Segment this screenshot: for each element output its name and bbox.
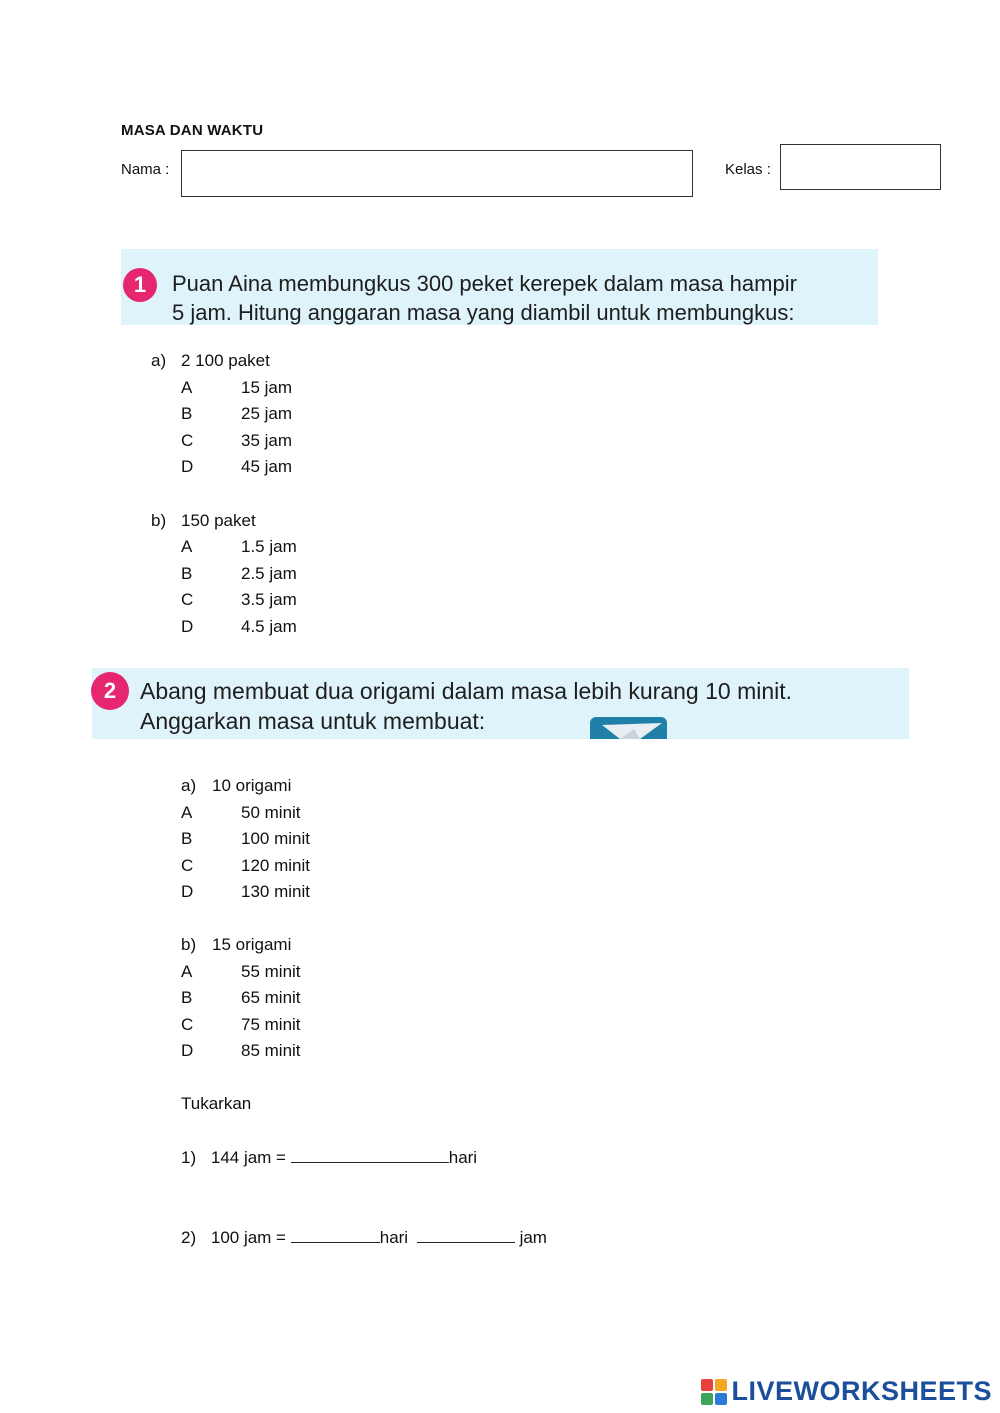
worksheet-title: MASA DAN WAKTU: [121, 122, 264, 139]
question-2-line-1: Abang membuat dua origami dalam masa lebih kurang 10 minit.: [140, 678, 793, 704]
option-letter: B: [181, 829, 193, 848]
q1b-option-d[interactable]: [181, 617, 297, 637]
option-text: 55 minit: [241, 962, 301, 981]
option-text: 50 minit: [241, 803, 301, 822]
kelas-input[interactable]: [780, 144, 941, 190]
logo-square: [715, 1379, 727, 1391]
kelas-label: Kelas :: [725, 161, 771, 178]
q1a-option-d[interactable]: [181, 457, 293, 477]
q2a-option-b[interactable]: [181, 829, 310, 849]
nama-input[interactable]: [181, 150, 693, 197]
item-prefix: 100 jam =: [210, 1228, 286, 1247]
paper-plane-icon: [590, 717, 667, 739]
question-1-badge: 1: [123, 268, 157, 302]
q1a-option-a[interactable]: [181, 378, 293, 398]
q1b-option-b[interactable]: [181, 564, 297, 584]
q2-part-b-label: b): [181, 935, 197, 954]
convert-item-1: [181, 1148, 477, 1168]
nama-label: Nama :: [121, 161, 170, 178]
question-1-line-1: Puan Aina membungkus 300 peket kerepek dalam masa hampir: [172, 271, 797, 296]
q2a-option-a[interactable]: [181, 803, 301, 823]
option-text: 2.5 jam: [241, 564, 297, 583]
logo-square: [701, 1379, 713, 1391]
option-text: 65 minit: [241, 988, 301, 1007]
option-letter: A: [181, 378, 193, 397]
q2b-option-d[interactable]: [181, 1041, 301, 1061]
question-2-line-2: Anggarkan masa untuk membuat:: [140, 708, 486, 734]
question-1-line-2: 5 jam. Hitung anggaran masa yang diambil untuk membungkus:: [172, 300, 795, 325]
q2b-option-a[interactable]: [181, 962, 301, 982]
option-text: 4.5 jam: [241, 617, 297, 636]
origami-picture: [590, 717, 667, 739]
q1-part-a-label: a): [151, 351, 167, 370]
option-letter: D: [181, 882, 194, 901]
q1b-option-a[interactable]: [181, 537, 297, 557]
q1a-option-b[interactable]: [181, 404, 293, 424]
option-text: 45 jam: [241, 457, 293, 476]
unit-hari: hari: [379, 1228, 409, 1247]
option-text: 15 jam: [241, 378, 293, 397]
option-letter: C: [181, 1015, 194, 1034]
q2b-option-c[interactable]: [181, 1015, 301, 1035]
convert-item-2: [181, 1228, 547, 1248]
logo-text: LIVEWORKSHEETS: [731, 1376, 992, 1406]
option-text: 25 jam: [241, 404, 293, 423]
option-text: 75 minit: [241, 1015, 301, 1034]
logo-square: [701, 1393, 713, 1405]
option-text: 130 minit: [241, 882, 310, 901]
option-text: 100 minit: [241, 829, 310, 848]
option-letter: A: [181, 537, 193, 556]
option-letter: A: [181, 962, 193, 981]
convert-heading: Tukarkan: [181, 1094, 252, 1113]
question-2-badge: 2: [91, 672, 129, 710]
q2-part-b-text: 15 origami: [212, 935, 292, 954]
option-letter: D: [181, 457, 194, 476]
unit-hari: hari: [448, 1148, 478, 1167]
option-letter: A: [181, 803, 193, 822]
answer-blank-hari[interactable]: [291, 1228, 380, 1243]
item-prefix: 144 jam =: [210, 1148, 286, 1167]
option-letter: D: [181, 617, 194, 636]
q2b-option-b[interactable]: [181, 988, 301, 1008]
logo-square: [715, 1393, 727, 1405]
option-text: 35 jam: [241, 431, 293, 450]
q1-part-b-label: b): [151, 511, 167, 530]
q1b-option-c[interactable]: [181, 590, 297, 610]
q1-part-b-text: 150 paket: [181, 511, 256, 530]
logo-grid-icon: [701, 1379, 727, 1405]
option-text: 3.5 jam: [241, 590, 297, 609]
unit-jam: jam: [519, 1228, 547, 1247]
option-text: 1.5 jam: [241, 537, 297, 556]
item-number: 2): [181, 1228, 197, 1247]
option-letter: B: [181, 988, 193, 1007]
q2-part-a-label: a): [181, 776, 197, 795]
item-number: 1): [181, 1148, 197, 1167]
option-letter: D: [181, 1041, 194, 1060]
q2a-option-c[interactable]: [181, 856, 310, 876]
option-text: 85 minit: [241, 1041, 301, 1060]
option-letter: C: [181, 590, 194, 609]
liveworksheets-logo[interactable]: [701, 1376, 992, 1407]
q2a-option-d[interactable]: [181, 882, 310, 902]
q2-part-a-text: 10 origami: [212, 776, 292, 795]
option-letter: B: [181, 564, 193, 583]
q1-part-a-text: 2 100 paket: [181, 351, 270, 370]
option-letter: B: [181, 404, 193, 423]
option-letter: C: [181, 856, 194, 875]
answer-blank-hari[interactable]: [291, 1148, 449, 1163]
option-text: 120 minit: [241, 856, 310, 875]
q1a-option-c[interactable]: [181, 431, 293, 451]
option-letter: C: [181, 431, 194, 450]
answer-blank-jam[interactable]: [417, 1228, 515, 1243]
